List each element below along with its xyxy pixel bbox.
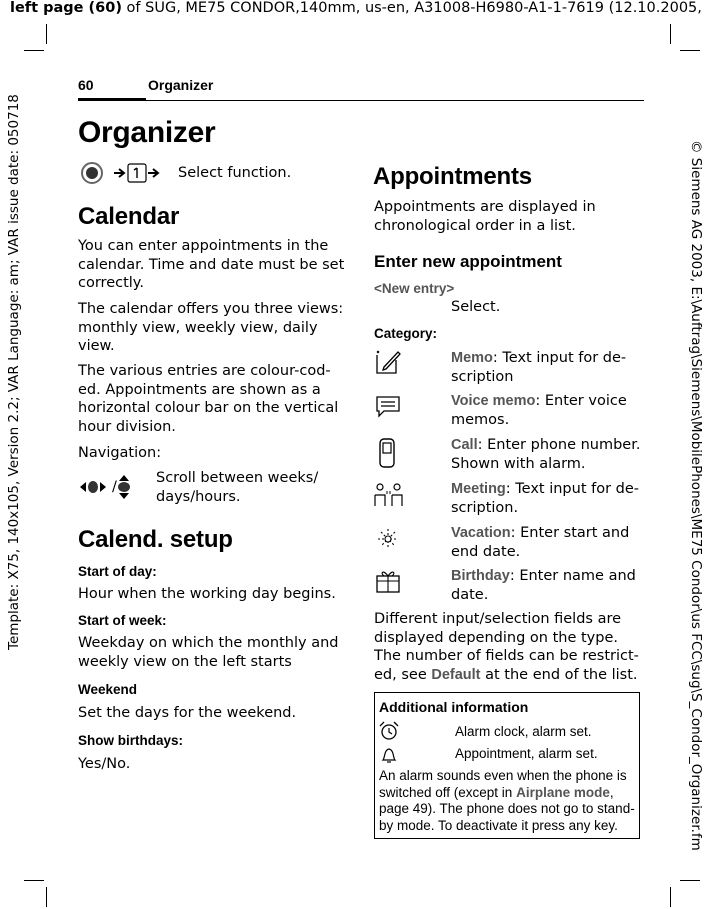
crop-mark — [24, 880, 44, 881]
running-head-title: Organizer — [148, 77, 214, 93]
arrow-right-icon — [114, 169, 124, 177]
alarm-clock-icon — [378, 721, 400, 741]
category-voice-memo — [451, 392, 643, 429]
phone-icon — [374, 437, 402, 471]
crop-mark — [680, 880, 700, 881]
print-header-info: of SUG, ME75 CONDOR,140mm, us-en, A31008-H6980-A1-1-7619 (12.10.2005, — [121, 0, 702, 16]
note-post: , page 49). The phone does not go to stand-by mode. To deactivate it press any key. — [379, 784, 635, 833]
category-name: Call — [451, 437, 478, 453]
crop-mark — [680, 50, 700, 51]
crop-mark — [46, 24, 47, 44]
scroll-keys-icon — [78, 474, 138, 502]
category-meeting — [451, 480, 643, 517]
navigation-key-icon — [82, 163, 102, 183]
crop-mark — [46, 887, 47, 907]
navigation-label: Navigation: — [78, 445, 162, 461]
page-number: 60 — [78, 77, 94, 93]
calendar-para-1: You can enter appointments in the calendar. Time and date must be set correctly. — [78, 238, 345, 291]
print-header — [10, 0, 702, 16]
organizer-key-icon — [128, 164, 146, 182]
category-desc: : Text input for de-scription — [451, 350, 627, 385]
up-down-key-icon — [118, 475, 130, 499]
head-rule-thin — [146, 100, 644, 101]
category-desc: : Text input for de-scription. — [451, 481, 640, 516]
calendar-heading: Calendar — [78, 203, 180, 230]
crop-mark — [670, 24, 671, 44]
appointment-bell-icon — [378, 745, 400, 765]
meeting-icon — [374, 481, 404, 509]
start-of-week-label: Start of week: — [78, 613, 167, 628]
category-name: Birthday — [451, 568, 510, 584]
memo-icon — [374, 348, 402, 376]
crop-mark — [670, 887, 671, 907]
category-call — [451, 436, 643, 473]
category-desc: : Enter phone number. Shown with alarm. — [451, 437, 641, 472]
gift-icon — [374, 567, 402, 595]
fields-text-post: at the end of the list. — [480, 666, 638, 683]
airplane-mode-link[interactable]: Airplane mode — [516, 784, 610, 800]
left-right-key-icon — [80, 481, 106, 493]
start-of-day-text: Hour when the working day begins. — [78, 586, 336, 602]
note-pre: An alarm sounds even when the phone is switched off (except in — [379, 768, 627, 800]
start-of-day-label: Start of day: — [78, 564, 157, 579]
nav-separator: / — [112, 479, 117, 495]
show-birthdays-text: Yes/No. — [78, 756, 131, 772]
appointments-heading: Appointments — [373, 163, 532, 190]
category-birthday — [451, 567, 643, 604]
calendar-para-3: The various entries are colour-cod-ed. Appointments are shown as a horizontal colour bar on the vertical hour division. — [78, 363, 339, 435]
new-entry-action: Select. — [451, 299, 501, 315]
category-vacation — [451, 524, 643, 561]
vacation-icon — [374, 526, 402, 552]
info-box-title: Additional information — [379, 699, 529, 715]
alarm-note — [379, 768, 637, 834]
category-name: Meeting — [451, 481, 506, 497]
category-desc: : Enter voice memos. — [451, 393, 627, 428]
fields-text-pre: Different input/selection fields are displayed depending on the type. The number of fields can be restrict-ed, see — [374, 611, 639, 683]
category-desc: : Enter start and end date. — [451, 525, 630, 560]
show-birthdays-label: Show birthdays: — [78, 733, 184, 748]
category-name: Memo — [451, 350, 493, 366]
voice-memo-icon — [374, 394, 402, 420]
copyright-vertical: © Siemens AG 2003, E:\Auftrag\Siemens\MobilePhones\ME75 Condor\us FCC\sug\S_Condor_Organizer.fm — [688, 140, 704, 851]
additional-info-box — [374, 692, 640, 839]
category-name: Voice memo — [451, 393, 536, 409]
category-desc: : Enter name and date. — [451, 568, 636, 603]
enter-appointment-heading: Enter new appointment — [374, 252, 562, 271]
calendar-setup-heading: Calend. setup — [78, 526, 233, 553]
category-name: Vacation — [451, 525, 511, 541]
arrow-right-icon — [148, 169, 158, 177]
alarm-clock-text: Alarm clock, alarm set. — [455, 724, 592, 739]
appointments-text: Appointments are displayed in chronological order in a list. — [374, 199, 596, 234]
default-link[interactable]: Default — [431, 666, 481, 683]
page-title: Organizer — [78, 116, 216, 149]
appointment-alarm-text: Appointment, alarm set. — [455, 746, 598, 761]
navigation-text: Scroll between weeks/ days/hours. — [156, 470, 319, 505]
crop-mark — [24, 50, 44, 51]
menu-path — [80, 160, 295, 186]
intro-instruction: Select function. — [178, 165, 292, 181]
category-memo — [451, 349, 643, 386]
weekend-label: Weekend — [78, 682, 138, 697]
calendar-para-2: The calendar offers you three views: monthly view, weekly view, daily view. — [78, 301, 344, 354]
new-entry-label: <New entry> — [374, 281, 455, 296]
template-info-vertical: Template: X75, 140x105, Version 2.2; VAR Language: am; VAR issue date: 050718 — [6, 94, 22, 650]
fields-paragraph — [374, 610, 640, 684]
running-head — [78, 77, 213, 93]
print-header-page: left page (60) — [10, 0, 122, 16]
head-rule-thick — [78, 98, 146, 101]
category-label: Category: — [374, 326, 438, 341]
start-of-week-text: Weekday on which the monthly and weekly view on the left starts — [78, 635, 339, 670]
weekend-text: Set the days for the weekend. — [78, 705, 297, 721]
